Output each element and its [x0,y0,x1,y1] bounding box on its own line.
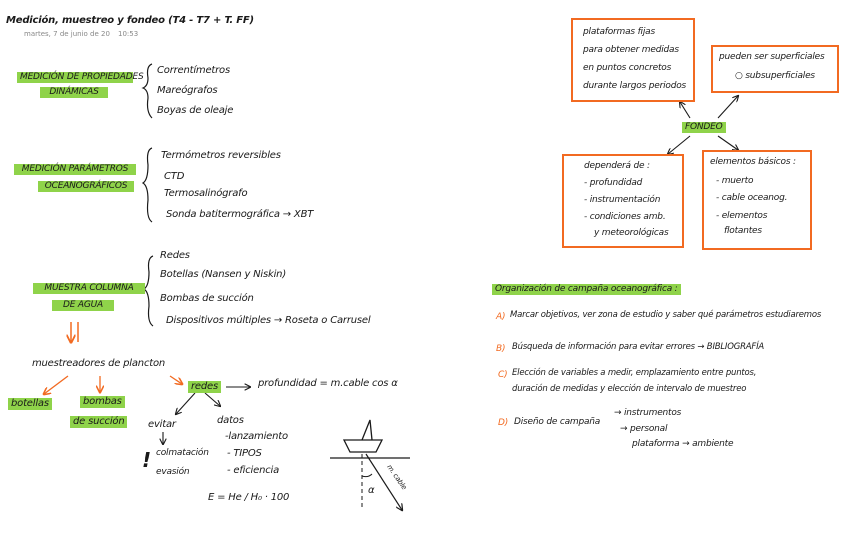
page-time: 10:53 [118,30,139,38]
diagram-cable-label: m. cable [385,463,409,492]
propiedades-item: Boyas de oleaje [157,105,234,116]
page-title: Medición, muestreo y fondeo (T4 - T7 + T. FF) [6,15,254,26]
parametros-label-1: MEDICIÓN PARÁMETROS [14,164,136,175]
muestra-item: Botellas (Nansen y Niskin) [160,269,287,280]
campana-a-letter: A) [496,312,506,322]
fondeo-right-line: pueden ser superficiales [719,52,825,62]
fondeo-top-line: plataformas fijas [583,27,655,37]
campana-c-text-2: duración de medidas y elección de intervalo de muestreo [512,384,747,394]
campana-b-text: Búsqueda de información para evitar errores → BIBLIOGRAFÍA [512,342,765,352]
campana-d-letter: D) [498,418,509,428]
parametros-item: CTD [164,171,185,182]
fondeo-right-box [711,45,839,93]
fondeo-right2-line: flotantes [724,226,762,236]
parametros-item: Sonda batitermográfica → XBT [166,209,314,220]
parametros-label-2: OCEANOGRÁFICOS [38,181,134,192]
fondeo-left-line: - condiciones amb. [584,212,666,222]
fondeo-right2-line: - muerto [716,176,754,186]
fondeo-left-line: y meteorológicas [594,228,669,238]
diagram-alpha: α [368,485,375,496]
fondeo-left-line: - profundidad [584,178,643,188]
parametros-item: Termosalinógrafo [164,188,248,199]
muestra-item: Redes [160,250,190,261]
campana-c-letter: C) [498,370,508,380]
plancton-evitar-item: evasión [156,467,190,477]
campana-d-item: → personal [620,424,668,434]
plancton-bombas-2: de succión [70,416,127,428]
campana-title: Organización de campaña oceanográfica : [492,284,681,295]
plancton-formula: E = He / H₀ · 100 [208,492,290,503]
fondeo-left-line: - instrumentación [584,195,661,205]
fondeo-right2-box [702,150,812,250]
propiedades-label-1: MEDICIÓN DE PROPIEDADES [17,72,133,83]
parametros-item: Termómetros reversibles [161,150,281,161]
plancton-bombas-1: bombas [80,396,125,408]
fondeo-right2-title: elementos básicos : [710,157,796,167]
propiedades-item: Correntímetros [157,65,230,76]
fondeo-right-line: ○ subsuperficiales [735,71,815,81]
plancton-evitar: evitar [148,419,176,430]
campana-b-letter: B) [496,344,506,354]
plancton-evitar-item: colmatación [156,448,209,458]
plancton-heading: muestreadores de plancton [32,358,166,369]
fondeo-top-line: en puntos concretos [583,63,672,73]
campana-a-text: Marcar objetivos, ver zona de estudio y saber qué parámetros estudiaremos [510,310,822,320]
plancton-datos-item: -lanzamiento [225,431,288,442]
plancton-exclamation: ! [142,448,151,472]
campana-d-text: Diseño de campaña [514,417,601,427]
campana-d-item: → instrumentos [614,408,682,418]
plancton-botellas: botellas [8,398,52,410]
muestra-label-2: DE AGUA [52,300,114,311]
muestra-item: Dispositivos múltiples → Roseta o Carrusel [166,315,371,326]
fondeo-center: FONDEO [682,122,726,133]
fondeo-left-box [562,154,684,248]
propiedades-label-2: DINÁMICAS [40,87,108,98]
fondeo-top-box [571,18,695,102]
page-date: martes, 7 de junio de 20 [24,30,110,38]
plancton-datos: datos [217,415,244,426]
fondeo-right2-line: - elementos [716,211,768,221]
fondeo-left-title: dependerá de : [584,161,650,171]
plancton-datos-item: - TIPOS [227,448,262,459]
plancton-datos-item: - eficiencia [227,465,280,476]
campana-d-item: plataforma → ambiente [632,439,734,449]
muestra-label-1: MUESTRA COLUMNA [33,283,145,294]
fondeo-right2-line: - cable oceanog. [716,193,788,203]
propiedades-item: Mareógrafos [157,85,218,96]
campana-c-text-1: Elección de variables a medir, emplazamiento entre puntos, [512,368,757,378]
plancton-redes: redes [188,381,221,393]
muestra-item: Bombas de succión [160,293,254,304]
fondeo-top-line: durante largos periodos [583,81,687,91]
fondeo-top-line: para obtener medidas [583,45,679,55]
plancton-profundidad: profundidad = m.cable cos α [258,378,398,389]
